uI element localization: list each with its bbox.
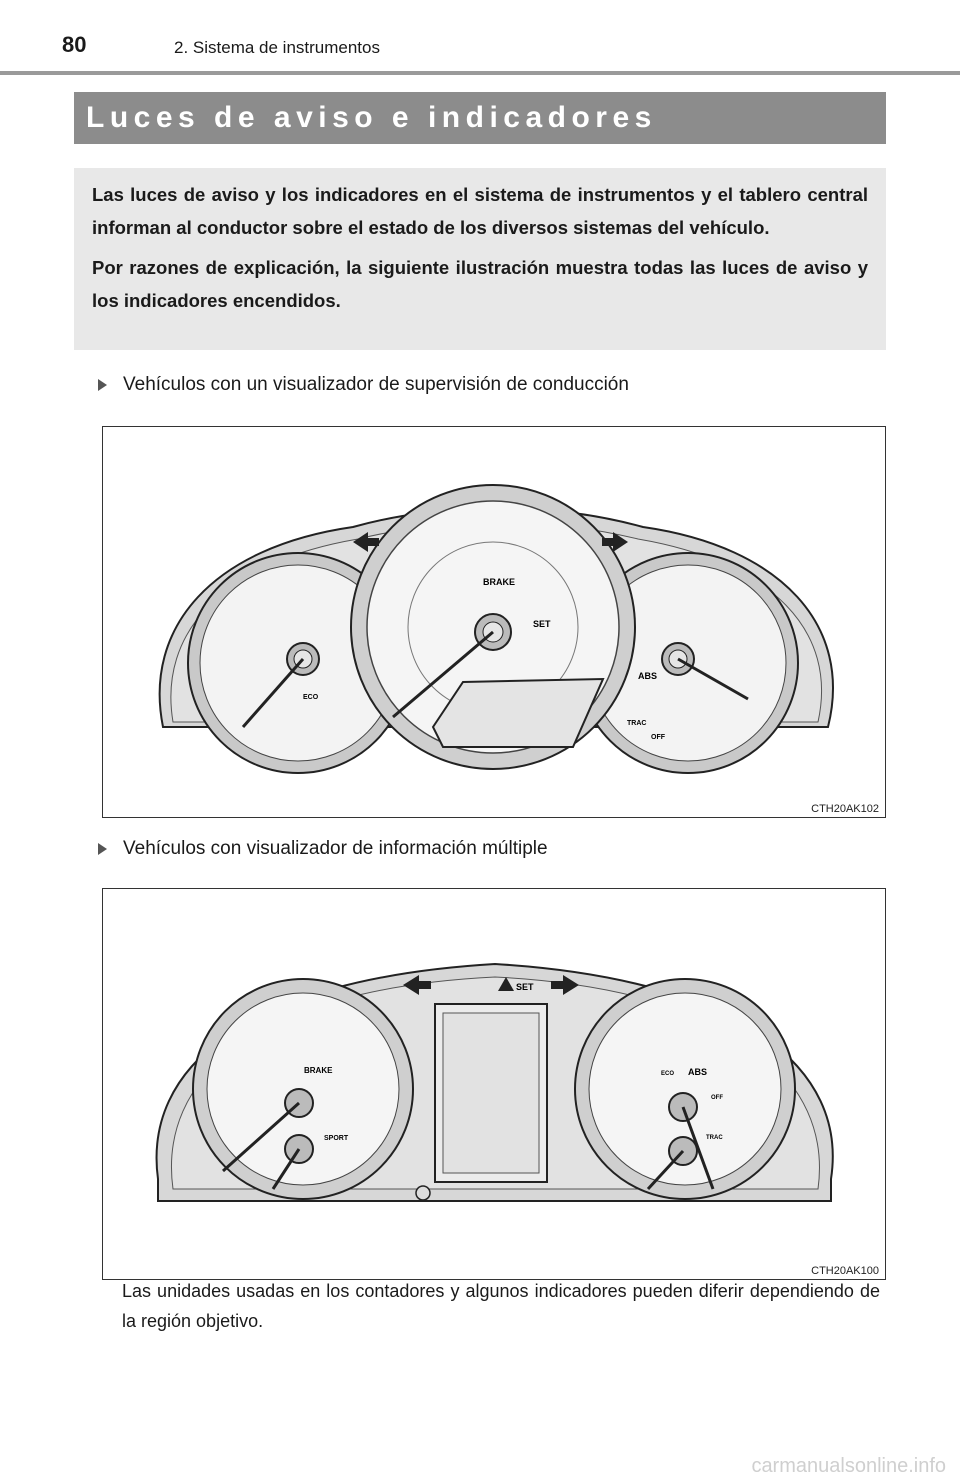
page-heading: Luces de aviso e indicadores (86, 101, 657, 134)
section-title: 2. Sistema de instrumentos (174, 38, 380, 57)
trac-label: TRAC (627, 720, 647, 727)
watermark: carmanualsonline.info (751, 1455, 946, 1477)
abs-label: ABS (638, 671, 658, 681)
instrument-cluster-1 (103, 427, 886, 818)
intro-box (74, 168, 886, 350)
eco-label: ECO (303, 694, 319, 701)
brake-label: BRAKE (304, 1066, 333, 1075)
intro-paragraph-1: Las luces de aviso y los indicadores en el sistema de instrumentos y el tablero central informan al conductor sobre el estado de los diversos sistemas del vehículo. (92, 184, 868, 238)
brake-label: BRAKE (483, 577, 516, 587)
page-number: 80 (62, 32, 87, 57)
region-note: Las unidades usadas en los contadores y algunos indicadores pueden diferir dependiendo de la región objetivo. (122, 1281, 880, 1331)
figure1 (102, 426, 886, 818)
figure2-code: CTH20AK100 (811, 1265, 879, 1277)
triangle-bullet-icon (98, 379, 107, 391)
set-label: SET (533, 619, 551, 629)
abs-label: ABS (688, 1067, 708, 1077)
set-label: SET (516, 982, 534, 992)
figure1-caption-text: Vehículos con un visualizador de supervisión de conducción (123, 374, 629, 395)
figure1-code: CTH20AK102 (811, 803, 879, 815)
heading-bar (74, 92, 886, 144)
header-rule (0, 71, 960, 75)
instrument-cluster-2 (103, 889, 886, 1280)
off-label: OFF (711, 1095, 723, 1101)
eco-label: ECO (661, 1071, 675, 1077)
figure2-caption (98, 838, 548, 860)
off-label: OFF (651, 734, 665, 741)
figure1-caption (98, 374, 629, 396)
figure2-caption-text: Vehículos con visualizador de información múltiple (123, 838, 548, 859)
triangle-bullet-icon (98, 843, 107, 855)
sport-label: SPORT (324, 1135, 349, 1142)
figure2 (102, 888, 886, 1280)
intro-paragraph-2: Por razones de explicación, la siguiente ilustración muestra todas las luces de aviso y los indicadores encendidos. (92, 257, 868, 311)
trac-label: TRAC (706, 1135, 723, 1141)
